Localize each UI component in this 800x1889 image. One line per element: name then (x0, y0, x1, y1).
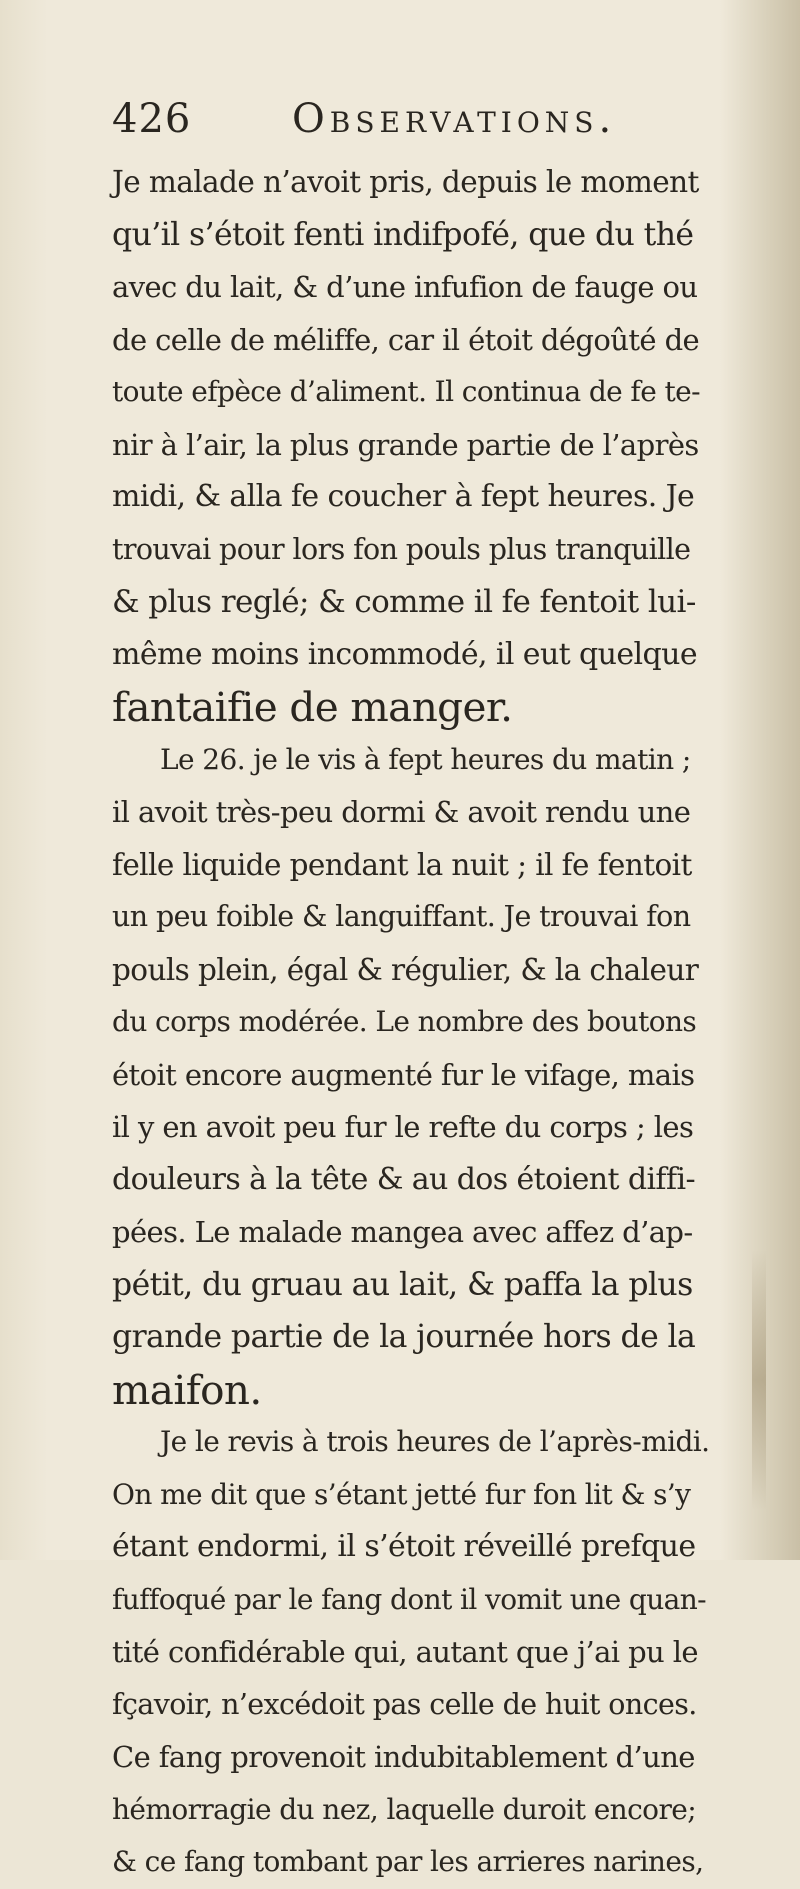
text-line: de celle de méliffe, car il étoit dégoûté de (112, 322, 700, 357)
text-line: qu’il s’étoit fenti indifpofé, que du thé (112, 216, 694, 253)
page-header (112, 96, 672, 152)
text-line: toute efpèce d’aliment. Il continua de fe te- (112, 375, 700, 408)
paragraph-start-line: Le 26. je le vis à fept heures du matin ; (160, 742, 691, 776)
text-line: un peu foible & languiffant. Je trouvai fon (112, 900, 691, 933)
page-number: 426 (112, 96, 192, 142)
text-line: fçavoir, n’excédoit pas celle de huit onces. (112, 1687, 697, 1721)
paragraph-start-line: Je le revis à trois heures de l’après-midi. (160, 1425, 710, 1458)
text-line: même moins incommodé, il eut quelque (112, 636, 698, 672)
page-edge-stain (752, 1250, 766, 1510)
text-line: & ce fang tombant par les arrieres narines, (112, 1845, 704, 1878)
text-line: midi, & alla fe coucher à fept heures. Je (112, 479, 695, 514)
text-line: douleurs à la tête & au dos étoient diffi- (112, 1161, 695, 1197)
text-line: avec du lait, & d’une infufion de fauge ou (112, 270, 698, 304)
running-head: Observations. (292, 96, 617, 142)
text-line: étant endormi, il s’étoit réveillé prefque (112, 1529, 696, 1564)
text-line: il avoit très-peu dormi & avoit rendu une (112, 795, 691, 829)
text-line: trouvai pour lors fon pouls plus tranquille (112, 532, 691, 566)
text-line: grande partie de la journée hors de la (112, 1319, 696, 1355)
text-line: Ce fang provenoit indubitablement d’une (112, 1740, 695, 1774)
text-line: pétit, du gruau au lait, & paffa la plus (112, 1266, 693, 1303)
text-line: fuffoqué par le fang dont il vomit une quan- (112, 1582, 707, 1616)
text-line: maifon. (112, 1365, 262, 1414)
text-line: hémorragie du nez, laquelle duroit encore; (112, 1792, 697, 1826)
text-line: On me dit que s’étant jetté fur fon lit & s’y (112, 1477, 691, 1511)
text-line: felle liquide pendant la nuit ; il fe fentoit (112, 847, 692, 882)
text-line: du corps modérée. Le nombre des boutons (112, 1005, 697, 1038)
text-line: pouls plein, égal & régulier, & la chaleur (112, 952, 699, 987)
text-body (112, 156, 710, 1889)
text-line: nir à l’air, la plus grande partie de l’après (112, 427, 699, 462)
text-line: & plus reglé; & comme il fe fentoit lui- (112, 584, 696, 620)
text-line: fantaifie de manger. (112, 683, 513, 731)
text-line: pées. Le malade mangea avec affez d’ap- (112, 1215, 693, 1249)
text-line: il y en avoit peu fur le refte du corps ; les (112, 1110, 694, 1144)
text-line: Je malade n’avoit pris, depuis le moment (112, 165, 699, 199)
text-line: étoit encore augmenté fur le vifage, mais (112, 1057, 695, 1092)
text-line: tité confidérable qui, autant que j’ai pu le (112, 1635, 698, 1669)
